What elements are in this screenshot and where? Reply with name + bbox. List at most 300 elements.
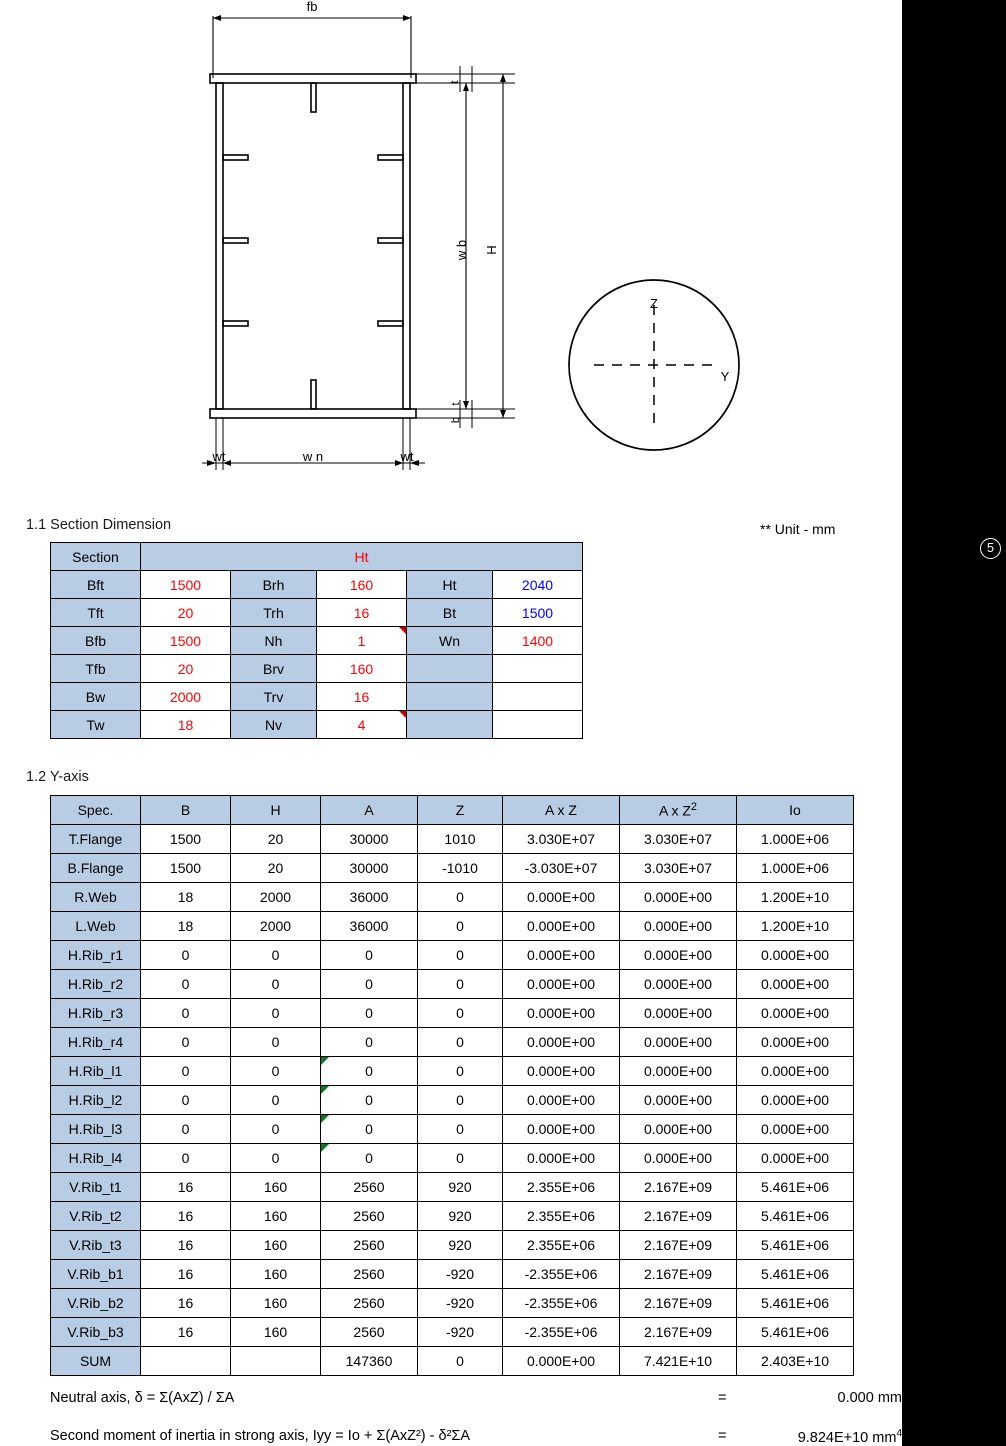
cell-label-trv: Trv (231, 683, 317, 711)
cell-v-rib-b3-h[interactable] (231, 1318, 321, 1347)
table-row (51, 1028, 854, 1057)
cell-r-web-z[interactable] (418, 883, 503, 912)
cell-sum-z[interactable] (418, 1347, 503, 1376)
cell-text: -920 (445, 1324, 475, 1340)
cell-value-nv[interactable] (317, 711, 407, 739)
cell-t-flange-a[interactable] (321, 825, 418, 854)
error-marker-icon (321, 1086, 329, 1094)
cell-text: 2.167E+09 (643, 1295, 713, 1311)
cell-text: 0 (456, 1092, 464, 1108)
cell-text: V.Rib_t3 (69, 1237, 122, 1253)
cell-v-rib-t2-b[interactable] (141, 1202, 231, 1231)
cell-h-rib-l3-b[interactable] (141, 1115, 231, 1144)
cell-h-rib-r4-a[interactable] (321, 1028, 418, 1057)
cell-text: 5.461E+06 (760, 1295, 830, 1311)
cell-b-flange-axz[interactable] (620, 854, 737, 883)
cell-text: 2000 (259, 918, 292, 934)
cell-text: 0.000E+00 (760, 1005, 830, 1021)
cell-v-rib-t2-axz[interactable] (503, 1202, 620, 1231)
cell-h-rib-r4-z[interactable] (418, 1028, 503, 1057)
cell-t-flange-b[interactable] (141, 825, 231, 854)
cell-v-rib-b3-b[interactable] (141, 1318, 231, 1347)
cell-text: 0 (365, 1150, 373, 1166)
cell-text: 0 (271, 1005, 280, 1021)
dim-label-wn: w n (302, 449, 324, 464)
cell-h-rib-l1-axz[interactable] (620, 1057, 737, 1086)
cell-h-rib-r2-axz[interactable] (503, 970, 620, 999)
table-row (51, 711, 583, 739)
cell-text: 16 (177, 1179, 194, 1195)
cell-text: 0 (271, 947, 280, 963)
row-label-r-web (51, 883, 141, 912)
cell-empty-label-1 (407, 655, 493, 683)
cell-h-rib-r4-h[interactable] (231, 1028, 321, 1057)
dim-label-wt-left: wt (212, 449, 226, 464)
table-row (51, 599, 583, 627)
cell-text: 0.000E+00 (760, 1150, 830, 1166)
row-label-v-rib-b2 (51, 1289, 141, 1318)
cell-text: 5.461E+06 (760, 1179, 830, 1195)
cell-text: 2560 (353, 1324, 385, 1340)
cell-text: -920 (445, 1266, 475, 1282)
cell-h-rib-l2-axz[interactable] (503, 1086, 620, 1115)
cell-text: V.Rib_b3 (67, 1324, 124, 1340)
cell-h-rib-r2-axz[interactable] (620, 970, 737, 999)
cell-text: 0.000E+00 (643, 1121, 713, 1137)
cell-text: -2.355E+06 (524, 1324, 598, 1340)
cell-value-tfb[interactable]: 20 (141, 655, 231, 683)
cell-v-rib-b2-io[interactable] (737, 1289, 854, 1318)
cell-v-rib-b3-a[interactable] (321, 1318, 418, 1347)
cell-h-rib-r2-b[interactable] (141, 970, 231, 999)
cell-text: 2560 (353, 1179, 385, 1195)
cell-r-web-b[interactable] (141, 883, 231, 912)
table-row (51, 941, 854, 970)
cell-h-rib-l1-axz[interactable] (503, 1057, 620, 1086)
cell-b-flange-a[interactable] (321, 854, 418, 883)
table-row (51, 854, 854, 883)
second-moment-label: Second moment of inertia in strong axis, Iyy = Io + Σ(AxZ²) - δ²ΣA (50, 1428, 471, 1444)
cell-h-rib-r1-z[interactable] (418, 941, 503, 970)
cell-text: 0.000E+00 (526, 947, 596, 963)
cell-value-bfb[interactable]: 1500 (141, 627, 231, 655)
cell-h-rib-l3-h[interactable] (231, 1115, 321, 1144)
cell-l-web-io[interactable] (737, 912, 854, 941)
cell-l-web-z[interactable] (418, 912, 503, 941)
cell-text: 1.200E+10 (760, 918, 830, 934)
cell-text: 30000 (349, 831, 389, 847)
cell-h-rib-l1-a[interactable] (321, 1057, 418, 1086)
cell-h-rib-l3-z[interactable] (418, 1115, 503, 1144)
cell-text: 160 (263, 1237, 288, 1253)
cell-text: 0 (456, 1063, 464, 1079)
cell-v-rib-t2-a[interactable] (321, 1202, 418, 1231)
cell-h-rib-r1-a[interactable] (321, 941, 418, 970)
cell-b-flange-h[interactable] (231, 854, 321, 883)
cell-v-rib-t1-b[interactable] (141, 1173, 231, 1202)
cell-b-flange-z[interactable] (418, 854, 503, 883)
cell-v-rib-t3-h[interactable] (231, 1231, 321, 1260)
cell-text: 16 (177, 1208, 194, 1224)
cell-text: -3.030E+07 (524, 860, 598, 876)
cell-text: 3.030E+07 (526, 831, 596, 847)
cell-value-bft[interactable]: 1500 (141, 571, 231, 599)
cell-h-rib-l2-z[interactable] (418, 1086, 503, 1115)
header-a: A (321, 796, 418, 825)
cell-sum-axz[interactable] (503, 1347, 620, 1376)
cell-text: 16 (177, 1237, 194, 1253)
cell-h-rib-r3-h[interactable] (231, 999, 321, 1028)
cell-text: 160 (263, 1208, 288, 1224)
cell-v-rib-b1-axz[interactable] (503, 1260, 620, 1289)
cell-text: 0 (456, 976, 464, 992)
cell-text: 160 (263, 1324, 288, 1340)
cell-text: -2.355E+06 (524, 1295, 598, 1311)
dim-label-tf-top: t (449, 80, 461, 84)
cell-text: H.Rib_l2 (68, 1092, 123, 1108)
cell-text: 20 (267, 831, 284, 847)
second-moment-number: 9.824E+10 mm (797, 1429, 897, 1446)
cell-text: 0 (181, 947, 190, 963)
cell-v-rib-b3-axz[interactable] (503, 1318, 620, 1347)
dim-label-wb: w b (454, 239, 469, 261)
cell-h-rib-r3-b[interactable] (141, 999, 231, 1028)
cell-h-rib-r1-b[interactable] (141, 941, 231, 970)
row-label-h-rib-r4 (51, 1028, 141, 1057)
cell-label-nv: Nv (231, 711, 317, 739)
cell-text: H.Rib_l4 (68, 1150, 123, 1166)
cell-text: 0 (365, 976, 373, 992)
cell-text: 920 (448, 1208, 472, 1224)
cell-h-rib-l1-b[interactable] (141, 1057, 231, 1086)
cell-value-bw[interactable]: 2000 (141, 683, 231, 711)
cell-text: 16 (177, 1266, 194, 1282)
cell-l-web-b[interactable] (141, 912, 231, 941)
cell-text: 2.355E+06 (526, 1208, 596, 1224)
cell-text: 0 (271, 1063, 280, 1079)
cell-h-rib-l3-axz[interactable] (620, 1115, 737, 1144)
cell-t-flange-axz[interactable] (503, 825, 620, 854)
table-row (51, 970, 854, 999)
sheet-number-badge: 5 (980, 538, 1001, 559)
cell-text: 2.403E+10 (760, 1353, 830, 1369)
row-label-h-rib-l2 (51, 1086, 141, 1115)
row-label-h-rib-l3 (51, 1115, 141, 1144)
cell-h-rib-l2-axz[interactable] (620, 1086, 737, 1115)
header-h: H (231, 796, 321, 825)
cell-r-web-axz[interactable] (503, 883, 620, 912)
cell-h-rib-l4-a[interactable] (321, 1144, 418, 1173)
cell-v-rib-b1-h[interactable] (231, 1260, 321, 1289)
cell-b-flange-b[interactable] (141, 854, 231, 883)
cell-text: H.Rib_r4 (67, 1034, 124, 1050)
neutral-axis-value: 0.000 mm (837, 1390, 902, 1406)
cell-text: 0.000E+00 (643, 1092, 713, 1108)
cell-value-brv[interactable]: 160 (317, 655, 407, 683)
cell-v-rib-b1-axz[interactable] (620, 1260, 737, 1289)
cell-t-flange-h[interactable] (231, 825, 321, 854)
cell-text: 2.355E+06 (526, 1237, 596, 1253)
cell-text: 0.000E+00 (643, 947, 713, 963)
cell-l-web-h[interactable] (231, 912, 321, 941)
cell-text: 160 (263, 1295, 288, 1311)
cell-text: H.Rib_r1 (67, 947, 124, 963)
cell-text: 0 (271, 1121, 280, 1137)
cell-value-wn[interactable]: 1400 (493, 627, 583, 655)
axis-label-y: Y (720, 369, 730, 384)
cell-h-rib-r3-io[interactable] (737, 999, 854, 1028)
cell-text: -920 (445, 1295, 475, 1311)
cell-v-rib-t2-z[interactable] (418, 1202, 503, 1231)
header-io: Io (737, 796, 854, 825)
cell-text: 16 (177, 1324, 194, 1340)
table-row (51, 1115, 854, 1144)
cell-text: 0 (456, 1353, 464, 1369)
cell-h-rib-l1-h[interactable] (231, 1057, 321, 1086)
cell-h-rib-l2-a[interactable] (321, 1086, 418, 1115)
cell-v-rib-b2-axz[interactable] (620, 1289, 737, 1318)
cell-text: 147360 (345, 1353, 393, 1369)
cell-h-rib-r3-axz[interactable] (620, 999, 737, 1028)
cell-h-rib-l4-b[interactable] (141, 1144, 231, 1173)
cell-value-nh[interactable] (317, 627, 407, 655)
cell-text: 0 (181, 1150, 190, 1166)
cell-text: 2.355E+06 (526, 1179, 596, 1195)
cell-value-trv[interactable]: 16 (317, 683, 407, 711)
cell-sum-a[interactable] (321, 1347, 418, 1376)
table-row (51, 1144, 854, 1173)
cell-v-rib-t2-io[interactable] (737, 1202, 854, 1231)
cell-h-rib-l4-z[interactable] (418, 1144, 503, 1173)
cell-h-rib-l2-b[interactable] (141, 1086, 231, 1115)
cell-label-tfb: Tfb (51, 655, 141, 683)
cell-text: 7.421E+10 (643, 1353, 713, 1369)
neutral-axis-equals: = (718, 1390, 727, 1406)
cell-h-rib-l4-io[interactable] (737, 1144, 854, 1173)
cell-v-rib-b3-io[interactable] (737, 1318, 854, 1347)
cell-text: 0 (181, 976, 190, 992)
cell-empty-value-2[interactable] (493, 683, 583, 711)
header-z: Z (418, 796, 503, 825)
cell-text: -2.355E+06 (524, 1266, 598, 1282)
cell-h-rib-r2-z[interactable] (418, 970, 503, 999)
cell-empty-value-1[interactable] (493, 655, 583, 683)
cell-v-rib-t2-h[interactable] (231, 1202, 321, 1231)
cell-text: 2.167E+09 (643, 1208, 713, 1224)
table-row (51, 999, 854, 1028)
section-dimension-heading: 1.1 Section Dimension (26, 517, 172, 533)
cell-h-rib-r1-axz[interactable] (503, 941, 620, 970)
cell-l-web-a[interactable] (321, 912, 418, 941)
cell-v-rib-t1-a[interactable] (321, 1173, 418, 1202)
cell-value-tw[interactable]: 18 (141, 711, 231, 739)
cell-r-web-io[interactable] (737, 883, 854, 912)
cell-value-tft[interactable]: 20 (141, 599, 231, 627)
row-label-h-rib-l1 (51, 1057, 141, 1086)
cell-h-rib-r3-a[interactable] (321, 999, 418, 1028)
cell-b-flange-io[interactable] (737, 854, 854, 883)
cell-v-rib-t1-axz[interactable] (503, 1173, 620, 1202)
cell-v-rib-b2-z[interactable] (418, 1289, 503, 1318)
cell-h-rib-r2-h[interactable] (231, 970, 321, 999)
cell-text: V.Rib_t2 (69, 1208, 122, 1224)
row-label-v-rib-b3 (51, 1318, 141, 1347)
cell-v-rib-b2-h[interactable] (231, 1289, 321, 1318)
cell-l-web-axz[interactable] (503, 912, 620, 941)
cell-v-rib-t1-axz[interactable] (620, 1173, 737, 1202)
cell-v-rib-t3-z[interactable] (418, 1231, 503, 1260)
cell-v-rib-b1-b[interactable] (141, 1260, 231, 1289)
cell-text: H.Rib_r3 (67, 1005, 124, 1021)
cell-l-web-axz[interactable] (620, 912, 737, 941)
cell-h-rib-r1-h[interactable] (231, 941, 321, 970)
cell-text: V.Rib_b2 (67, 1295, 124, 1311)
cell-sum-h[interactable] (231, 1347, 321, 1376)
cell-sum-b[interactable] (141, 1347, 231, 1376)
cell-text: 4 (357, 716, 366, 733)
cell-text: H.Rib_r2 (67, 976, 124, 992)
row-label-v-rib-t2 (51, 1202, 141, 1231)
cell-v-rib-t2-axz[interactable] (620, 1202, 737, 1231)
table-row (51, 683, 583, 711)
cell-v-rib-t3-axz[interactable] (503, 1231, 620, 1260)
cell-text: 0 (271, 1150, 280, 1166)
cell-text: 0.000E+00 (526, 1121, 596, 1137)
cell-value-bt[interactable]: 1500 (493, 599, 583, 627)
cell-h-rib-r1-axz[interactable] (620, 941, 737, 970)
cell-h-rib-l2-h[interactable] (231, 1086, 321, 1115)
cell-h-rib-r2-io[interactable] (737, 970, 854, 999)
cell-label-trh: Trh (231, 599, 317, 627)
error-marker-icon (321, 1144, 329, 1152)
cell-v-rib-b2-axz[interactable] (503, 1289, 620, 1318)
cell-h-rib-l3-axz[interactable] (503, 1115, 620, 1144)
second-moment-equals: = (718, 1428, 727, 1444)
header-b: B (141, 796, 231, 825)
cell-label-tft: Tft (51, 599, 141, 627)
cell-text: 0 (456, 1005, 464, 1021)
cell-v-rib-t3-a[interactable] (321, 1231, 418, 1260)
cell-v-rib-t3-io[interactable] (737, 1231, 854, 1260)
cell-sum-io[interactable] (737, 1347, 854, 1376)
cell-r-web-a[interactable] (321, 883, 418, 912)
cell-h-rib-l4-h[interactable] (231, 1144, 321, 1173)
cell-text: 0.000E+00 (643, 1063, 713, 1079)
cell-empty-label-2 (407, 683, 493, 711)
section-dimension-table (50, 542, 583, 739)
cell-text: R.Web (74, 889, 117, 905)
cell-t-flange-io[interactable] (737, 825, 854, 854)
cell-value-ht[interactable]: 2040 (493, 571, 583, 599)
cell-label-bfb: Bfb (51, 627, 141, 655)
table-row (51, 655, 583, 683)
cell-text: 2560 (353, 1266, 385, 1282)
cell-text: 0.000E+00 (526, 918, 596, 934)
cell-text: 0.000E+00 (643, 1005, 713, 1021)
cell-value-brh[interactable]: 160 (317, 571, 407, 599)
cell-v-rib-t1-io[interactable] (737, 1173, 854, 1202)
cell-label-tw: Tw (51, 711, 141, 739)
cell-label-ht: Ht (407, 571, 493, 599)
cell-v-rib-b1-z[interactable] (418, 1260, 503, 1289)
cell-text: 0 (271, 1092, 280, 1108)
cell-h-rib-l4-axz[interactable] (503, 1144, 620, 1173)
cell-h-rib-r4-axz[interactable] (503, 1028, 620, 1057)
cell-text: 0.000E+00 (643, 1034, 713, 1050)
cell-text: 0 (181, 1063, 190, 1079)
cell-h-rib-r4-axz[interactable] (620, 1028, 737, 1057)
cell-v-rib-b2-b[interactable] (141, 1289, 231, 1318)
cell-v-rib-b3-z[interactable] (418, 1318, 503, 1347)
cell-text: 0.000E+00 (760, 1121, 830, 1137)
table-header-row (51, 543, 583, 571)
cell-text: 0 (271, 1034, 280, 1050)
cell-text: 5.461E+06 (760, 1237, 830, 1253)
cell-text: SUM (79, 1353, 112, 1369)
cell-sum-axz[interactable] (620, 1347, 737, 1376)
header-section: Section (51, 543, 141, 571)
cell-t-flange-axz[interactable] (620, 825, 737, 854)
cell-r-web-h[interactable] (231, 883, 321, 912)
cell-h-rib-l1-z[interactable] (418, 1057, 503, 1086)
cell-v-rib-t1-h[interactable] (231, 1173, 321, 1202)
cell-v-rib-b2-a[interactable] (321, 1289, 418, 1318)
yaxis-heading: 1.2 Y-axis (26, 769, 89, 785)
cell-text: 0.000E+00 (526, 1063, 596, 1079)
cell-h-rib-r4-b[interactable] (141, 1028, 231, 1057)
cell-text: 1 (357, 632, 366, 649)
cell-value-trh[interactable]: 16 (317, 599, 407, 627)
cell-empty-value-3[interactable] (493, 711, 583, 739)
cell-r-web-axz[interactable] (620, 883, 737, 912)
cell-text: H.Rib_l3 (68, 1121, 123, 1137)
cell-text: 0 (365, 1092, 373, 1108)
cell-text: 0.000E+00 (526, 889, 596, 905)
cell-v-rib-b1-io[interactable] (737, 1260, 854, 1289)
cell-h-rib-r3-axz[interactable] (503, 999, 620, 1028)
cell-h-rib-r3-z[interactable] (418, 999, 503, 1028)
cell-v-rib-t3-axz[interactable] (620, 1231, 737, 1260)
cell-h-rib-r2-a[interactable] (321, 970, 418, 999)
table-header-row (51, 796, 854, 825)
cell-v-rib-t1-z[interactable] (418, 1173, 503, 1202)
comment-marker-icon (399, 627, 406, 634)
cell-text: 0.000E+00 (526, 1353, 596, 1369)
cell-v-rib-b3-axz[interactable] (620, 1318, 737, 1347)
row-label-l-web (51, 912, 141, 941)
cell-h-rib-r1-io[interactable] (737, 941, 854, 970)
cell-h-rib-l1-io[interactable] (737, 1057, 854, 1086)
cell-text: 5.461E+06 (760, 1208, 830, 1224)
axis-label-z: Z (650, 296, 658, 311)
cell-h-rib-l3-io[interactable] (737, 1115, 854, 1144)
table-row (51, 1086, 854, 1115)
cell-text: 0.000E+00 (760, 1034, 830, 1050)
cell-v-rib-t3-b[interactable] (141, 1231, 231, 1260)
cell-h-rib-r4-io[interactable] (737, 1028, 854, 1057)
cell-h-rib-l4-axz[interactable] (620, 1144, 737, 1173)
cell-h-rib-l2-io[interactable] (737, 1086, 854, 1115)
table-row (51, 1347, 854, 1376)
cell-text: 36000 (349, 889, 389, 905)
cell-text: 2.167E+09 (643, 1237, 713, 1253)
cell-h-rib-l3-a[interactable] (321, 1115, 418, 1144)
cell-t-flange-z[interactable] (418, 825, 503, 854)
cell-text: 0.000E+00 (760, 1063, 830, 1079)
cell-text: 3.030E+07 (643, 831, 713, 847)
cell-b-flange-axz[interactable] (503, 854, 620, 883)
cell-v-rib-b1-a[interactable] (321, 1260, 418, 1289)
